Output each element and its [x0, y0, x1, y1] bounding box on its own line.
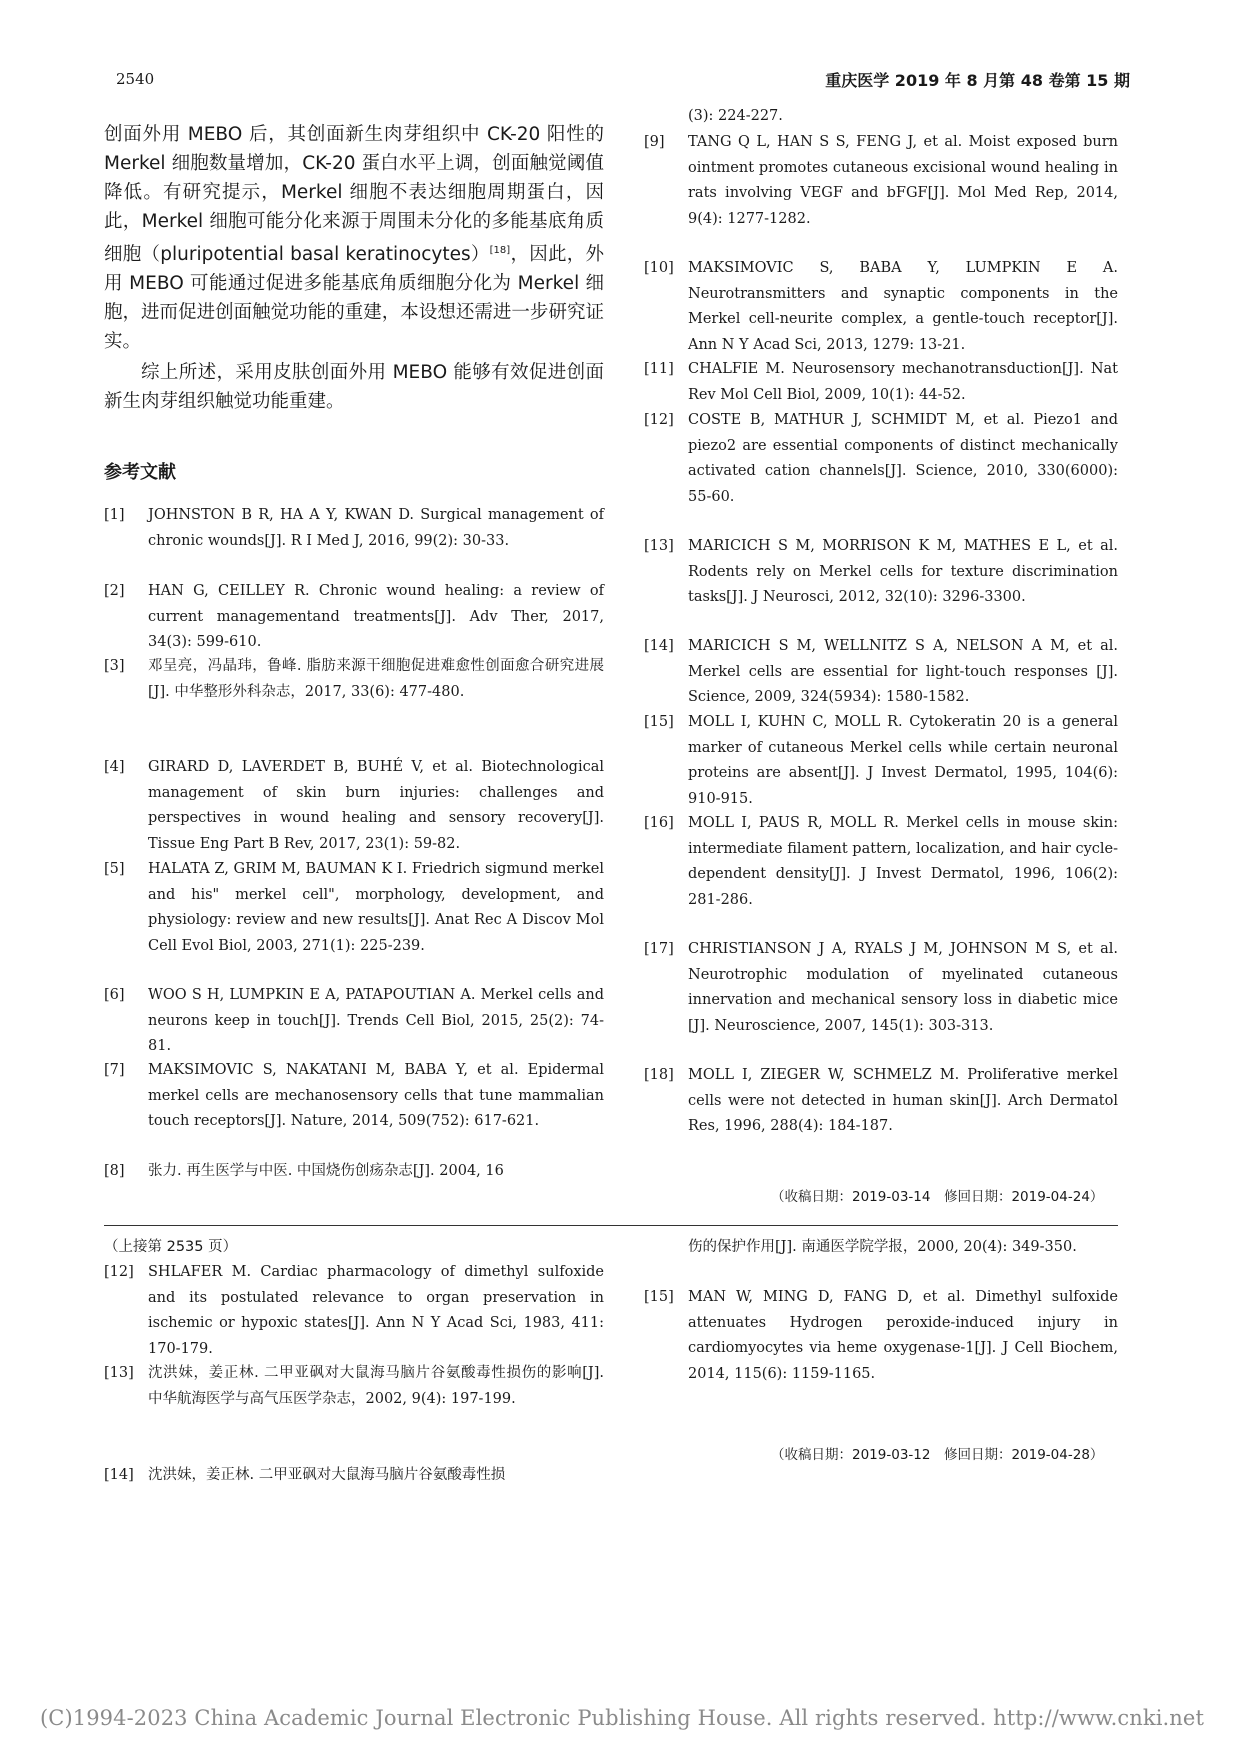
reference-item — [104, 755, 604, 857]
references-heading: 参考文献 — [104, 462, 176, 483]
reference-number: [17] — [644, 941, 674, 957]
reference-number: [14] — [644, 638, 674, 654]
reference-number: [12] — [644, 412, 674, 428]
reference-number: [1] — [104, 507, 125, 523]
reference-text: MOLL I, PAUS R, MOLL R. Merkel cells in mouse skin: intermediate filament pattern, localization, and hair cycle-dependent density[J]. J Invest Dermatol, 1996, 106(2): 281-286. — [688, 815, 1118, 908]
reference-number: [3] — [104, 658, 125, 674]
reference-item — [104, 983, 604, 1060]
body-left-column — [104, 120, 604, 416]
reference-text: (3): 224-227. — [688, 108, 783, 124]
body-paragraph-1 — [104, 120, 604, 356]
reference-number: [15] — [644, 714, 674, 730]
reference-text: HALATA Z, GRIM M, BAUMAN K I. Friedrich sigmund merkel and his" merkel cell", morphology, development, and physiology: review and new results[J]. Anat Rec A Discov Mol Cell Evol Biol, 2003, 271(1): 225-239. — [148, 861, 604, 954]
reference-number: [2] — [104, 583, 125, 599]
reference-number: [12] — [104, 1264, 134, 1280]
reference-item — [644, 357, 1118, 408]
reference-text: COSTE B, MATHUR J, SCHMIDT M, et al. Piezo1 and piezo2 are essential components of distinct mechanically activated cation channels[J]. Science, 2010, 330(6000): 55-60. — [688, 412, 1118, 505]
received-dates-top: （收稿日期：2019-03-14 修回日期：2019-04-24） — [771, 1189, 1104, 1205]
reference-number: [5] — [104, 861, 125, 877]
continued-from-note: （上接第 2535 页） — [104, 1239, 238, 1255]
reference-text: MAKSIMOVIC S, BABA Y, LUMPKIN E A. Neurotransmitters and synaptic components in the Merkel cell-neurite complex, a gentle-touch receptor[J]. Ann N Y Acad Sci, 2013, 1279: 13-21. — [688, 260, 1118, 353]
reference-number: [4] — [104, 759, 125, 775]
reference-item — [644, 256, 1118, 358]
reference-text: CHALFIE M. Neurosensory mechanotransduction[J]. Nat Rev Mol Cell Biol, 2009, 10(1): 44-52. — [688, 361, 1118, 403]
reference-text: MAN W, MING D, FANG D, et al. Dimethyl sulfoxide attenuates Hydrogen peroxide-induced injury in cardiomyocytes via heme oxygenase-1[J]. J Cell Biochem, 2014, 115(6): 1159-1165. — [688, 1289, 1118, 1382]
reference-number: [14] — [104, 1467, 134, 1483]
reference-item — [644, 130, 1118, 232]
reference-text: WOO S H, LUMPKIN E A, PATAPOUTIAN A. Merkel cells and neurons keep in touch[J]. Trends Cell Biol, 2015, 25(2): 74-81. — [148, 987, 604, 1054]
reference-text: MOLL I, KUHN C, MOLL R. Cytokeratin 20 is a general marker of cutaneous Merkel cells while certain neuronal proteins are absent[J]. J Invest Dermatol, 1995, 104(6): 910-915. — [688, 714, 1118, 807]
reference-item — [644, 710, 1118, 812]
reference-text: MARICICH S M, WELLNITZ S A, NELSON A M, et al. Merkel cells are essential for light-touch responses [J]. Science, 2009, 324(5934): 1580-1582. — [688, 638, 1118, 705]
reference-text: 伤的保护作用[J]. 南通医学院学报，2000, 20(4): 349-350. — [688, 1239, 1077, 1255]
reference-text: SHLAFER M. Cardiac pharmacology of dimethyl sulfoxide and its postulated relevance to organ preservation in ischemic or hypoxic states[J]. Ann N Y Acad Sci, 1983, 411: 170-179. — [148, 1264, 604, 1357]
reference-item — [104, 503, 604, 554]
body-paragraph-2 — [104, 358, 604, 416]
reference-text: GIRARD D, LAVERDET B, BUHÉ V, et al. Biotechnological management of skin burn injuries: challenges and perspectives in wound healing and sensory recovery[J]. Tissue Eng Part B Rev, 2017, 23(1): 59-82. — [148, 759, 604, 852]
reference-number: [15] — [644, 1289, 674, 1305]
reference-item — [104, 1058, 604, 1135]
section-divider — [104, 1225, 1118, 1226]
reference-text: TANG Q L, HAN S S, FENG J, et al. Moist exposed burn ointment promotes cutaneous excisional wound healing in rats involving VEGF and bFGF[J]. Mol Med Rep, 2014, 9(4): 1277-1282. — [688, 134, 1118, 227]
reference-number: [13] — [104, 1365, 134, 1381]
paragraph-text: 创面外用 MEBO 后，其创面新生肉芽组织中 CK-20 阳性的 Merkel 细胞数量增加，CK-20 蛋白水平上调，创面触觉阈值降低。有研究提示，Merkel 细胞不表达细胞周期蛋白，因此，Merkel 细胞可能分化来源于周围未分化的多能基底角质细胞（pluripotential basal keratinocytes） — [104, 124, 604, 266]
reference-item — [644, 634, 1118, 711]
reference-item — [644, 1235, 1118, 1261]
reference-item — [644, 534, 1118, 611]
reference-item — [644, 104, 1118, 130]
reference-number: [6] — [104, 987, 125, 1003]
copyright-footer: (C)1994-2023 China Academic Journal Electronic Publishing House. All rights reserved. http://www.cnki.net — [40, 1706, 1205, 1730]
received-dates-bottom: （收稿日期：2019-03-12 修回日期：2019-04-28） — [771, 1447, 1104, 1463]
journal-header: 重庆医学 2019 年 8 月第 48 卷第 15 期 — [825, 71, 1130, 90]
reference-item — [644, 937, 1118, 1039]
reference-number: [18] — [644, 1067, 674, 1083]
reference-text: CHRISTIANSON J A, RYALS J M, JOHNSON M S, et al. Neurotrophic modulation of myelinated cutaneous innervation and mechanical sensory loss in diabetic mice [J]. Neuroscience, 2007, 145(1): 303-313. — [688, 941, 1118, 1034]
reference-item — [104, 857, 604, 959]
reference-text: MARICICH S M, MORRISON K M, MATHES E L, et al. Rodents rely on Merkel cells for texture discrimination tasks[J]. J Neurosci, 2012, 32(10): 3296-3300. — [688, 538, 1118, 605]
reference-number: [10] — [644, 260, 674, 276]
reference-item — [644, 1063, 1118, 1140]
paragraph-text: 综上所述，采用皮肤创面外用 MEBO 能够有效促进创面新生肉芽组织触觉功能重建。 — [104, 362, 604, 413]
reference-text: MOLL I, ZIEGER W, SCHMELZ M. Proliferative merkel cells were not detected in human skin[J]. Arch Dermatol Res, 1996, 288(4): 184-187. — [688, 1067, 1118, 1134]
reference-item — [644, 1285, 1118, 1387]
reference-item — [104, 1159, 604, 1185]
reference-item — [104, 579, 604, 656]
reference-text: 张力. 再生医学与中医. 中国烧伤创疡杂志[J]. 2004, 16 — [148, 1163, 504, 1179]
reference-item — [104, 1260, 604, 1362]
reference-text: MAKSIMOVIC S, NAKATANI M, BABA Y, et al. Epidermal merkel cells are mechanosensory cells that tune mammalian touch receptors[J]. Nature, 2014, 509(752): 617-621. — [148, 1062, 604, 1129]
page-number: 2540 — [116, 70, 155, 88]
reference-item — [104, 1463, 604, 1489]
reference-item — [644, 811, 1118, 913]
reference-number: [16] — [644, 815, 674, 831]
reference-text: 沈洪妹，姜正林. 二甲亚砜对大鼠海马脑片谷氨酸毒性损伤的影响[J]. 中华航海医学与高气压医学杂志，2002, 9(4): 197-199. — [148, 1365, 604, 1407]
reference-text: JOHNSTON B R, HA A Y, KWAN D. Surgical management of chronic wounds[J]. R I Med J, 2016, 99(2): 30-33. — [148, 507, 604, 549]
reference-text: 邓呈亮，冯晶玮，鲁峰. 脂肪来源干细胞促进难愈性创面愈合研究进展[J]. 中华整形外科杂志，2017, 33(6): 477-480. — [148, 658, 604, 700]
reference-text: 沈洪妹，姜正林. 二甲亚砜对大鼠海马脑片谷氨酸毒性损 — [148, 1467, 506, 1483]
reference-number: [9] — [644, 134, 665, 150]
reference-number: [11] — [644, 361, 674, 377]
reference-item — [104, 654, 604, 705]
reference-number: [7] — [104, 1062, 125, 1078]
reference-number: [13] — [644, 538, 674, 554]
reference-number: [8] — [104, 1163, 125, 1179]
paragraph-text-tail: ，因此，外用 MEBO 可能通过促进多能基底角质细胞分化为 Merkel 细胞，进而促进创面触觉功能的重建，本设想还需进一步研究证实。 — [104, 244, 604, 353]
reference-item — [104, 1361, 604, 1412]
reference-text: HAN G, CEILLEY R. Chronic wound healing: a review of current managementand treatments[J]. Adv Ther, 2017, 34(3): 599-610. — [148, 583, 604, 650]
citation: [18] — [489, 245, 511, 256]
reference-item — [644, 408, 1118, 510]
